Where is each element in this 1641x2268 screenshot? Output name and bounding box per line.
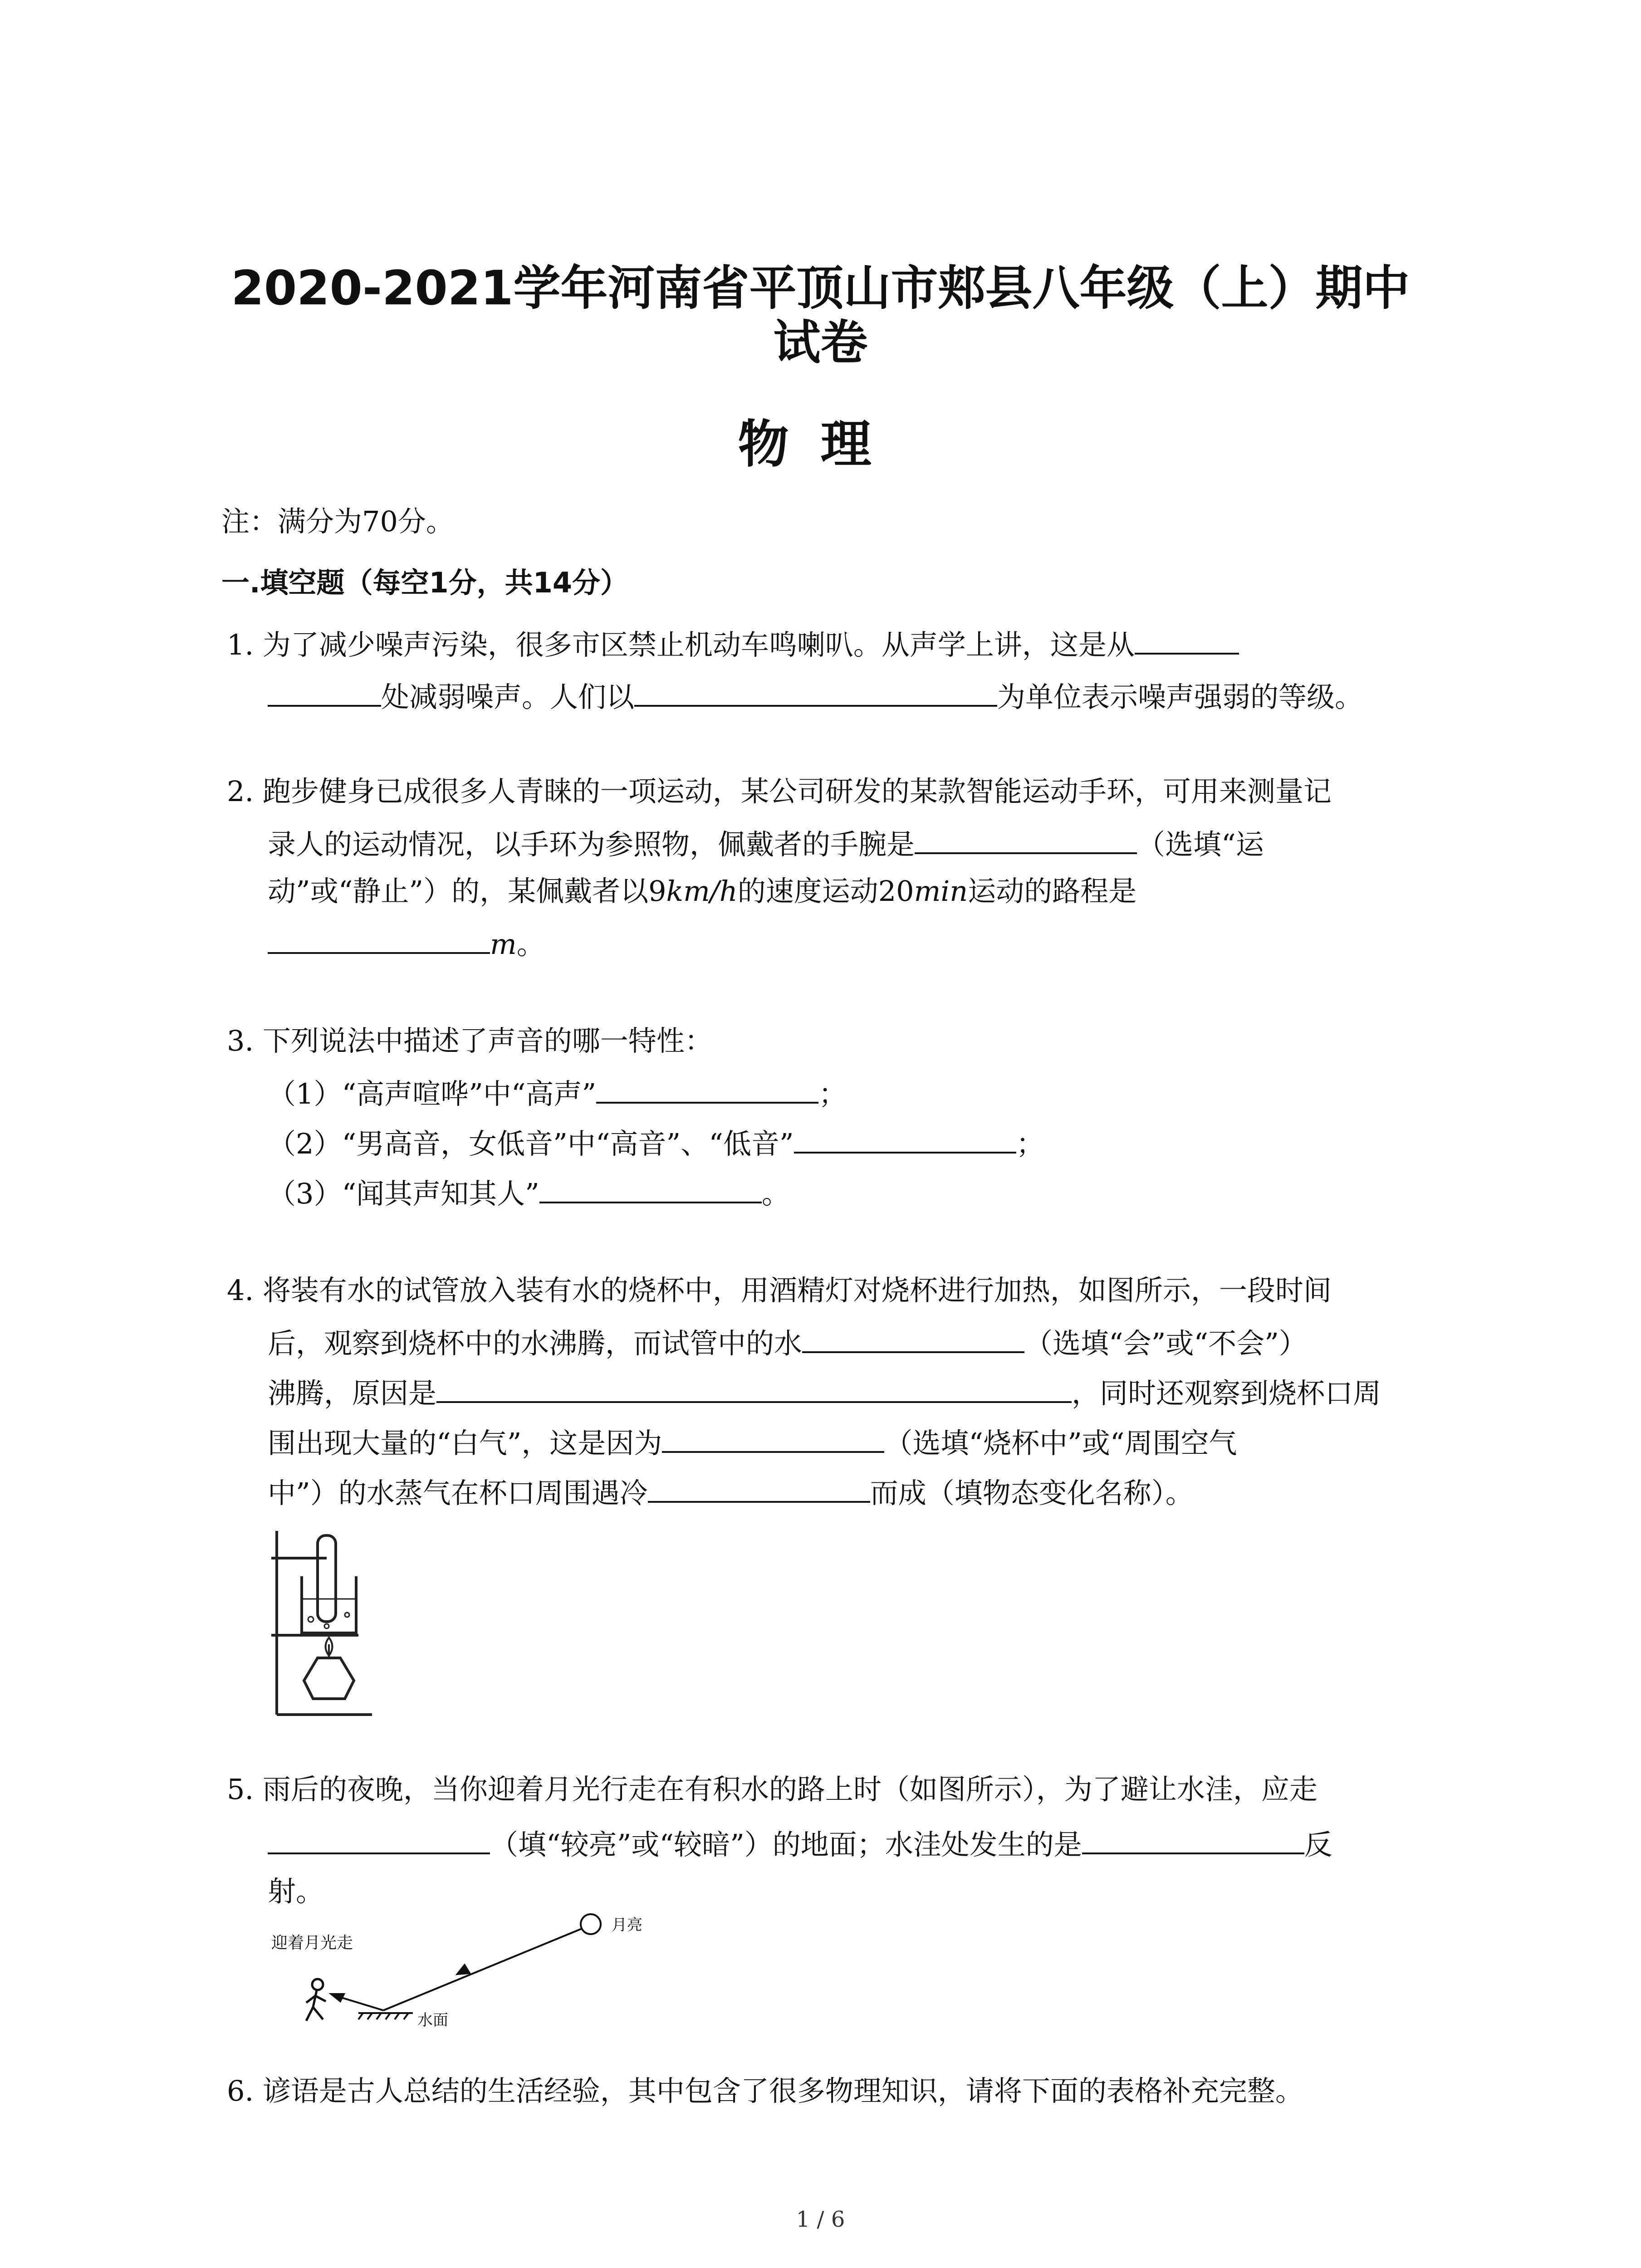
q5-text-2a: （填“较亮”或“较暗”）的地面；水洼处发生的是 [490,1828,1082,1861]
q5-line1: 5. 雨后的夜晚，当你迎着月光行走在有积水的路上时（如图所示），为了避让水洼，应走 [227,1773,1318,1806]
walker-icon [306,1979,326,2021]
q2-line1: 2. 跑步健身已成很多人青睐的一项运动，某公司研发的某款智能运动手环，可用来测量记 [227,775,1332,808]
moon-label: 月亮 [612,1916,642,1934]
q3-sub1-end: ； [818,1077,847,1110]
q5-blank-1[interactable] [268,1823,490,1854]
q2-unit-min: min [914,875,968,908]
page-number: 1 / 6 [796,2207,845,2232]
q1-blank-2[interactable] [634,676,997,707]
q6-line1: 6. 谚语是古人总结的生活经验，其中包含了很多物理知识，请将下面的表格补充完整。 [227,2074,1303,2107]
q2-text-3c: 运动的路程是 [968,875,1137,908]
q4-blank-3[interactable] [662,1422,884,1453]
q5-line3: 射。 [268,1875,324,1908]
q2-line2 [268,823,1264,863]
q1-line1 [227,624,1239,663]
q5-line2 [268,1823,1332,1863]
q4-blank-1[interactable] [802,1322,1024,1353]
q4-text-4a: 围出现大量的“白气”，这是因为 [268,1427,662,1460]
q4-blank-4[interactable] [648,1472,870,1503]
q4-text-5a: 中”）的水蒸气在杯口周围遇冷 [268,1476,648,1510]
q4-line1: 4. 将装有水的试管放入装有水的烧杯中，用酒精灯对烧杯进行加热，如图所示，一段时间 [227,1274,1332,1307]
q4-text-4b: （选填“烧杯中”或“周围空气 [884,1427,1237,1460]
q2-line4 [268,923,545,963]
q3-sub3 [268,1173,790,1212]
q2-text-4end: 。 [516,928,545,961]
q4-text-3b: ，同时还观察到烧杯口周 [1072,1377,1381,1410]
water-label: 水面 [417,2011,448,2029]
q4-blank-2[interactable] [436,1372,1072,1403]
q4-line2 [268,1322,1307,1362]
q2-unit-m: m [490,928,517,961]
q4-text-2a: 后，观察到烧杯中的水沸腾，而试管中的水 [268,1327,803,1360]
score-note: 注：满分为70分。 [221,505,454,538]
boiling-apparatus-figure [268,1522,377,1721]
q4-line4 [268,1422,1237,1461]
q3-sub2 [268,1123,1044,1162]
q5-text-2b: 反 [1304,1828,1332,1861]
q1-text-2a: 处减弱噪声。人们以 [381,680,635,714]
q2-text-3b: 的速度运动20 [737,875,914,908]
q1-blank-1[interactable] [1135,624,1239,655]
q2-blank-2[interactable] [268,923,490,954]
q2-line3 [268,873,1136,909]
q3-blank-1[interactable] [596,1073,818,1104]
q1-text-2b: 为单位表示噪声强弱的等级。 [997,680,1363,714]
q3-sub2-text: （2）“男高音，女低音”中“高音”、“低音” [268,1127,794,1160]
section-1-heading: 一.填空题（每空1分，共14分） [221,566,628,599]
q2-blank-1[interactable] [915,823,1137,854]
q3-sub3-end: 。 [761,1177,790,1210]
q3-sub2-end: ； [1016,1127,1044,1160]
q4-text-3a: 沸腾，原因是 [268,1377,437,1410]
q4-text-5b: 而成（填物态变化名称）。 [870,1476,1194,1510]
q3-sub1-text: （1）“高声喧哗”中“高声” [268,1077,597,1110]
q2-unit-kmh: km/h [666,875,738,908]
subject-title: 物理 [738,415,903,474]
q1-blank-1b[interactable] [268,676,381,707]
q1-text-1: 1. 为了减少噪声污染，很多市区禁止机动车鸣喇叭。从声学上讲，这是从 [227,628,1135,661]
moonlight-reflection-figure [268,1905,676,2032]
q3-sub1 [268,1073,847,1112]
q3-blank-3[interactable] [539,1173,762,1203]
q4-text-2b: （选填“会”或“不会”） [1024,1327,1307,1360]
q4-line3 [268,1372,1381,1412]
q4-line5 [268,1472,1194,1511]
q1-line2 [268,676,1363,715]
walker-label: 迎着月光走 [271,1934,353,1952]
q2-text-2a: 录人的运动情况，以手环为参照物，佩戴者的手腕是 [268,828,915,861]
exam-title-line2: 试卷 [773,315,868,370]
exam-title-line1: 2020-2021学年河南省平顶山市郏县八年级（上）期中 [231,260,1410,316]
q2-text-3a: 动”或“静止”）的，某佩戴者以9 [268,875,666,908]
q3-line1: 3. 下列说法中描述了声音的哪一特性： [227,1024,713,1057]
q3-blank-2[interactable] [794,1123,1016,1154]
q5-blank-2[interactable] [1082,1823,1304,1854]
moon-icon [581,1914,601,1934]
q2-text-2b: （选填“运 [1137,828,1264,861]
q3-sub3-text: （3）“闻其声知其人” [268,1177,539,1210]
